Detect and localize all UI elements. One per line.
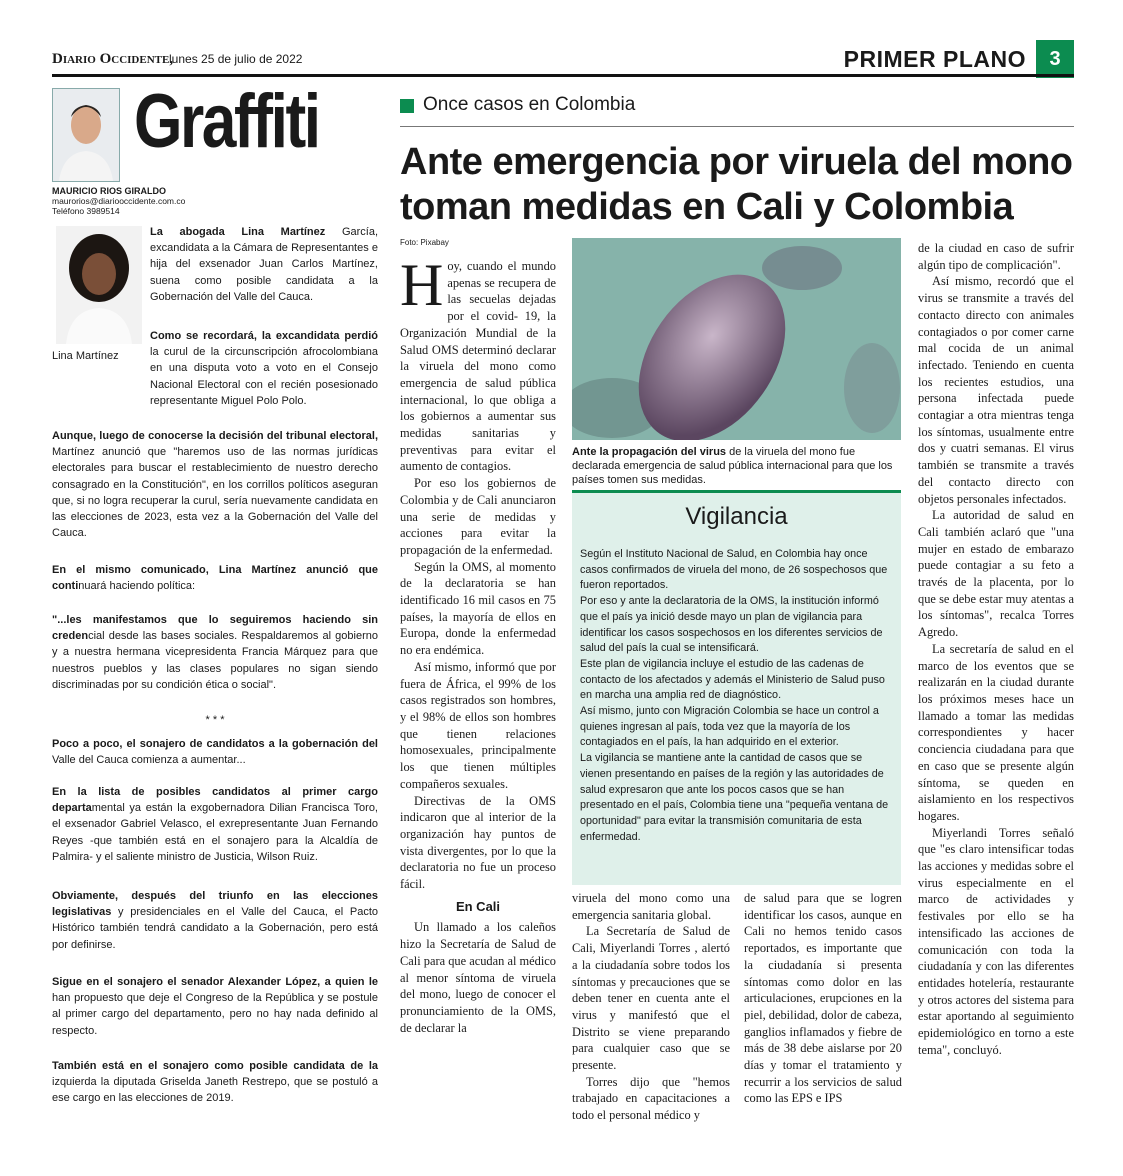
photo-caption: Ante la propagación del virus de la viruela del mono fue declarada emergencia de salud pública internacional para que los países tomen sus medidas. <box>572 446 893 486</box>
column-paragraph: Aunque, luego de conocerse la decisión del tribunal electoral, Martínez anunció que "haremos uso de las normas jurídicas electorales para buscar el restablecimiento de nuestro derecho consagrado en la Constitución", en los corrillos políticos aseguran que, si no logra recuperar la curul, sería nuevamente candidata en las elecciones de 2023, esta vez a la Gobernación del Valle del Cauca. <box>52 430 378 540</box>
article-column-2: viruela del mono como una emergencia sanitaria global. La Secretaría de Salud de Cali, Miyerlandi Torres , alertó a la ciudadanía sobre todos los síntomas y precauciones que se deben tener en cuenta ante el virus y manifestó que el Distrito se viene preparando para cualquier caso que se presente. Torres dijo que "hemos trabajado en capacitaciones a todo el personal médico y <box>572 891 730 1123</box>
article-headline: Ante emergencia por viruela del mono toman medidas en Cali y Colombia <box>400 141 1073 228</box>
column-title: Graffiti <box>134 79 319 164</box>
drop-cap: H <box>400 252 444 318</box>
author-photo <box>52 88 120 182</box>
author-email: maurorios@diariooccidente.com.co <box>52 196 186 206</box>
article-kicker: Once casos en Colombia <box>423 94 636 115</box>
kicker-rule <box>400 126 1074 127</box>
column-paragraph: Sigue en el sonajero el senador Alexander López, a quien le han propuesto que deje el Congreso de la República y se postule al primer cargo del departamento, pero no hay nada definido al respecto. <box>52 976 378 1037</box>
section-title: PRIMER PLANO <box>843 46 1026 72</box>
subhead: En Cali <box>455 898 501 914</box>
page-number: 3 <box>1036 40 1074 78</box>
author-phone: Teléfono 3989514 <box>52 206 120 216</box>
box-body: Según el Instituto Nacional de Salud, en Colombia hay once casos confirmados de viruela del mono, de 26 sospechosos que fueron reportados. Por eso y ante la declaratoria de la OMS, la institución informó que el país ya inició desde mayo un plan de vigilancia para identificar los casos sospechosos en los diferentes servicios de salud del país la cual se intensificará. Este plan de vigilancia incluye el estudio de las cadenas de contacto de los afectados y además el Ministerio de Salud puso en marcha una amplia red de diagnóstico. Así mismo, junto con Migración Colombia se hace un control a quienes ingresan al país, toda vez que la mayoría de los contagiados en el país, la han adquirido en el exterior. La vigilancia se mantiene ante la cantidad de casos que se vienen presentando en países de la región y las autoridades de salud expresaron que ante los pocos casos que se han presentado en el país, Colombia tiene una "pequeña ventana de oportunidad" para evitar la transmisión comunitaria de esta enfermedad. <box>580 548 889 843</box>
virus-photo <box>572 238 901 440</box>
newspaper-name: Diario Occidente, <box>52 51 174 67</box>
kicker-square-icon <box>400 99 414 113</box>
article-column-3: de salud para que se logren identificar los casos, aunque en Cali no hemos tenido casos reportados, es importante que la ciudadanía si presenta síntomas como dolor en las articulaciones, erupciones en la piel, debilidad, dolor de cabeza, ganglios inflamados y fiebre de más de 38 debe aislarse por 20 días y tomar el tratamiento y recurrir a los servicios de salud como las EPS e IPS <box>744 891 902 1106</box>
column-paragraph: "...les manifestamos que lo seguiremos haciendo sin credencial desde las bases sociales. Respaldaremos al gobierno y a nuestra hermana vicepresidenta Francia Márquez para que nuestros pueblos y las clases populares no sigan siendo discriminadas por su condición ética o social". <box>52 614 378 691</box>
column-paragraph: Como se recordará, la excandidata perdió la curul de la circunscripción afrocolombiana en una disputa voto a voto en el Consejo Nacional Electoral con el recién posesionado representante Miguel Polo Polo. <box>150 330 378 407</box>
article-column-1: Hoy, cuando el mundo apenas se recupera de las secuelas dejadas por el covid- 19, la Organización Mundial de la Salud OMS determinó declarar la viruela del mono como emergencia de salud pública internacional, lo que obliga a los gobiernos a aumentar sus medidas sanitarias y preventivas para evitar el aumento de contagios. Por eso los gobiernos de Colombia y de Cali anunciaron una serie de medidas y acciones para evitar la propagación de la enfermedad. Según la OMS, al momento de la declaratoria se han identificado 16 mil casos en 75 países, la mayoría de ellos en Europa, donde la enfermedad no era endémica. Así mismo, informó que por fuera de África, el 99% de los casos registrados son hombres, y el 98% de ellos son hombres que tienen relaciones homosexuales, principalmente los que tienen múltiples compañeros sexuales. Directivas de la OMS indicaron que al interior de la organización hay puntos de vista divergentes, por lo que la declaratoria no fue un proceso fácil. En Cali Un llamado a los caleños hizo la Secretaría de Salud de Cali para que acudan al médico al menor síntoma de viruela del mono, luego de conocer el pronunciamiento de la OMS, de declarar la <box>400 252 556 1035</box>
vigilancia-box <box>572 490 901 885</box>
masthead-rule <box>52 74 1074 77</box>
lina-martinez-photo <box>56 226 142 344</box>
column-paragraph: En el mismo comunicado, Lina Martínez anunció que continuará haciendo política: <box>52 564 378 593</box>
article-column-4: de la ciudad en caso de sufrir algún tipo de complicación". Así mismo, recordó que el virus se transmite a través del contacto directo con animales contagiados o por comer carne mal cocida de un animal infectado. Teniendo en cuenta los recientes estudios, una persona infectada puede contagiar a otra mientras tenga los síntomas, usualmente entre dos y cuatri semanas. El virus también se transmite a través del contacto directo con objetos personales infectados. La autoridad de salud en Cali también aclaró que "una mujer en estado de embarazo puede contagiar a su feto a través de la placenta, por lo que se debe estar muy atentas a los síntomas", recalca Torres Agredo. La secretaría de salud en el marco de los eventos que se realizarán en la ciudad durante los próximos meses hace un llamado a tomar las medidas correspondientes y hacer conciencia ciudadana para que en caso que se presente algún síntoma, se queden en aislamiento en los respectivos hogares. Miyerlandi Torres señaló que "es claro intensificar todas las acciones y medidas sobre el virus especialmente en el marco de actividades y festivales por ello se ha intensificado las acciones de comunicación con toda la ciudadanía y con las diferentes entidades hotelería, restaurante y otros actores del sistema para estar aportando al seguimiento epidemiológico en torno a este tema", concluyó. <box>918 241 1074 1057</box>
column-paragraph: También está en el sonajero como posible candidata de la izquierda la diputada Griselda Janeth Restrepo, que se postuló a ese cargo en las elecciones de 2019. <box>52 1060 378 1105</box>
author-name: MAURICIO RIOS GIRALDO <box>52 186 166 196</box>
box-title: Vigilancia <box>685 503 788 530</box>
photo-caption: Lina Martínez <box>52 350 119 362</box>
separator-stars: * * * <box>205 714 225 726</box>
issue-date: lunes 25 de julio de 2022 <box>169 52 303 66</box>
photo-credit: Foto: Pixabay <box>400 238 449 247</box>
column-paragraph: Poco a poco, el sonajero de candidatos a la gobernación del Valle del Cauca comienza a aumentar... <box>52 738 378 767</box>
column-paragraph: Obviamente, después del triunfo en las elecciones legislativas y presidenciales en el Valle del Cauca, el Pacto Histórico también tendrá candidato a la Gobernación, pero está por definirse. <box>52 890 378 951</box>
column-paragraph: En la lista de posibles candidatos al primer cargo departamental ya están la exgobernadora Dilian Francisca Toro, el exsenador Gabriel Velasco, el exrepresentante Juan Fernando Reyes -que también está en el sonajero para la Alcaldía de Palmira- y el saliente ministro de Justicia, Wilson Ruiz. <box>52 786 378 863</box>
column-paragraph: La abogada Lina Martínez García, excandidata a la Cámara de Representantes e hija del exsenador Juan Carlos Martínez, suena como posible candidata a la Gobernación del Valle del Cauca. <box>150 226 379 303</box>
